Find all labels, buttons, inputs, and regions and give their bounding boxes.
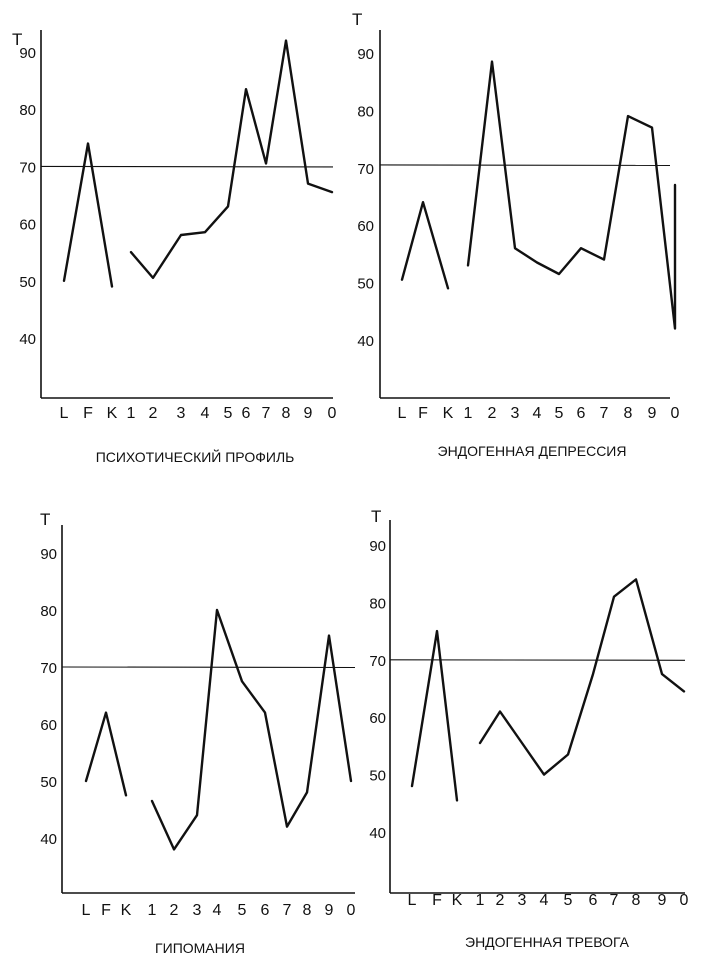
series-line-clinical (131, 41, 332, 278)
y-axis-label: Т (352, 10, 363, 29)
x-tick-label: K (442, 405, 454, 422)
panel-endogenous-anxiety (369, 507, 688, 950)
y-tick-label: 60 (369, 710, 386, 728)
y-tick-label: 70 (19, 159, 36, 177)
y-tick-label: 90 (357, 46, 374, 63)
x-tick-label: 0 (679, 892, 689, 909)
y-tick-label: 70 (357, 160, 374, 178)
y-tick-label: 50 (40, 774, 57, 791)
x-tick-label: 7 (282, 902, 292, 919)
x-tick-label: F (418, 405, 428, 422)
y-axis-label: Т (12, 30, 23, 49)
y-tick-label: 50 (369, 767, 386, 785)
panel-psychotic-profile (12, 30, 337, 465)
x-tick-label: K (120, 902, 132, 919)
x-tick-label: 8 (631, 892, 641, 909)
chart-caption: ЭНДОГЕННАЯ ДЕПРЕССИЯ (437, 443, 627, 459)
x-tick-label: 9 (647, 405, 657, 422)
panel-hypomania (40, 510, 356, 956)
x-tick-label: 7 (609, 892, 619, 909)
x-tick-label: F (432, 892, 442, 909)
x-tick-label: 3 (176, 405, 186, 422)
y-tick-label: 60 (19, 216, 36, 234)
y-axis-label: Т (40, 510, 51, 529)
x-tick-label: 5 (563, 892, 573, 909)
x-tick-label: 1 (126, 405, 136, 422)
x-tick-label: L (407, 892, 417, 909)
reference-line (380, 165, 670, 166)
x-tick-label: 6 (588, 892, 598, 909)
x-tick-label: L (59, 405, 69, 422)
y-tick-label: 90 (369, 538, 386, 555)
y-tick-label: 80 (19, 102, 36, 120)
y-tick-label: 70 (369, 652, 386, 670)
y-axis-label: Т (371, 507, 382, 526)
x-tick-label: 2 (487, 405, 497, 422)
x-tick-label: 1 (463, 405, 473, 422)
x-tick-label: 4 (212, 902, 222, 919)
x-tick-label: 6 (241, 405, 251, 422)
x-tick-label: 3 (517, 892, 527, 909)
x-tick-label: 3 (510, 405, 520, 422)
x-tick-label: L (397, 405, 407, 422)
x-tick-label: 4 (532, 405, 542, 422)
x-tick-label: F (101, 902, 111, 919)
reference-line (62, 667, 355, 668)
x-tick-label: 0 (670, 405, 680, 422)
x-tick-label: 8 (623, 405, 633, 422)
series-line-validity (86, 713, 126, 796)
x-tick-label: L (81, 902, 91, 919)
series-line-validity (412, 631, 457, 800)
x-tick-label: 5 (554, 405, 564, 422)
x-tick-label: 9 (657, 892, 667, 909)
y-tick-label: 80 (369, 595, 386, 613)
y-tick-label: 80 (357, 103, 374, 121)
series-line-validity (64, 144, 112, 287)
x-tick-label: 6 (260, 902, 270, 919)
x-tick-label: 4 (200, 405, 210, 422)
x-tick-label: F (83, 405, 93, 422)
series-line-clinical (152, 610, 351, 849)
x-tick-label: 1 (147, 902, 157, 919)
y-tick-label: 40 (357, 333, 374, 350)
y-tick-label: 40 (19, 331, 36, 348)
series-line-clinical (468, 62, 675, 329)
x-tick-label: 8 (302, 902, 312, 919)
chart-caption: ПСИХОТИЧЕСКИЙ ПРОФИЛЬ (95, 449, 295, 465)
x-tick-label: 3 (192, 902, 202, 919)
y-tick-label: 40 (369, 825, 386, 842)
x-tick-label: 9 (303, 405, 313, 422)
x-tick-label: K (106, 405, 118, 422)
x-tick-label: K (451, 892, 463, 909)
y-tick-label: 60 (357, 218, 374, 236)
x-tick-label: 7 (599, 405, 609, 422)
x-tick-label: 2 (148, 405, 158, 422)
x-tick-label: 5 (237, 902, 247, 919)
series-line-clinical (480, 579, 684, 774)
x-tick-label: 6 (576, 405, 586, 422)
reference-line (390, 660, 685, 661)
y-tick-label: 50 (19, 273, 36, 291)
x-tick-label: 9 (324, 902, 334, 919)
x-tick-label: 8 (281, 405, 291, 422)
y-tick-label: 90 (19, 45, 36, 62)
y-tick-label: 40 (40, 831, 57, 848)
y-tick-label: 70 (40, 660, 57, 677)
y-tick-label: 90 (40, 546, 57, 563)
x-tick-label: 2 (169, 902, 179, 919)
x-tick-label: 4 (539, 892, 549, 909)
panel-endogenous-depression (352, 10, 680, 459)
x-tick-label: 2 (495, 892, 505, 909)
x-tick-label: 1 (475, 892, 485, 909)
y-tick-label: 50 (357, 275, 374, 293)
x-tick-label: 7 (261, 405, 271, 422)
y-tick-label: 60 (40, 717, 57, 734)
x-tick-label: 0 (327, 405, 337, 422)
x-tick-label: 5 (223, 405, 233, 422)
series-line-validity (402, 202, 448, 288)
y-tick-label: 80 (40, 603, 57, 620)
chart-caption: ЭНДОГЕННАЯ ТРЕВОГА (465, 934, 629, 950)
x-tick-label: 0 (346, 902, 356, 919)
chart-caption: ГИПОМАНИЯ (155, 940, 245, 956)
